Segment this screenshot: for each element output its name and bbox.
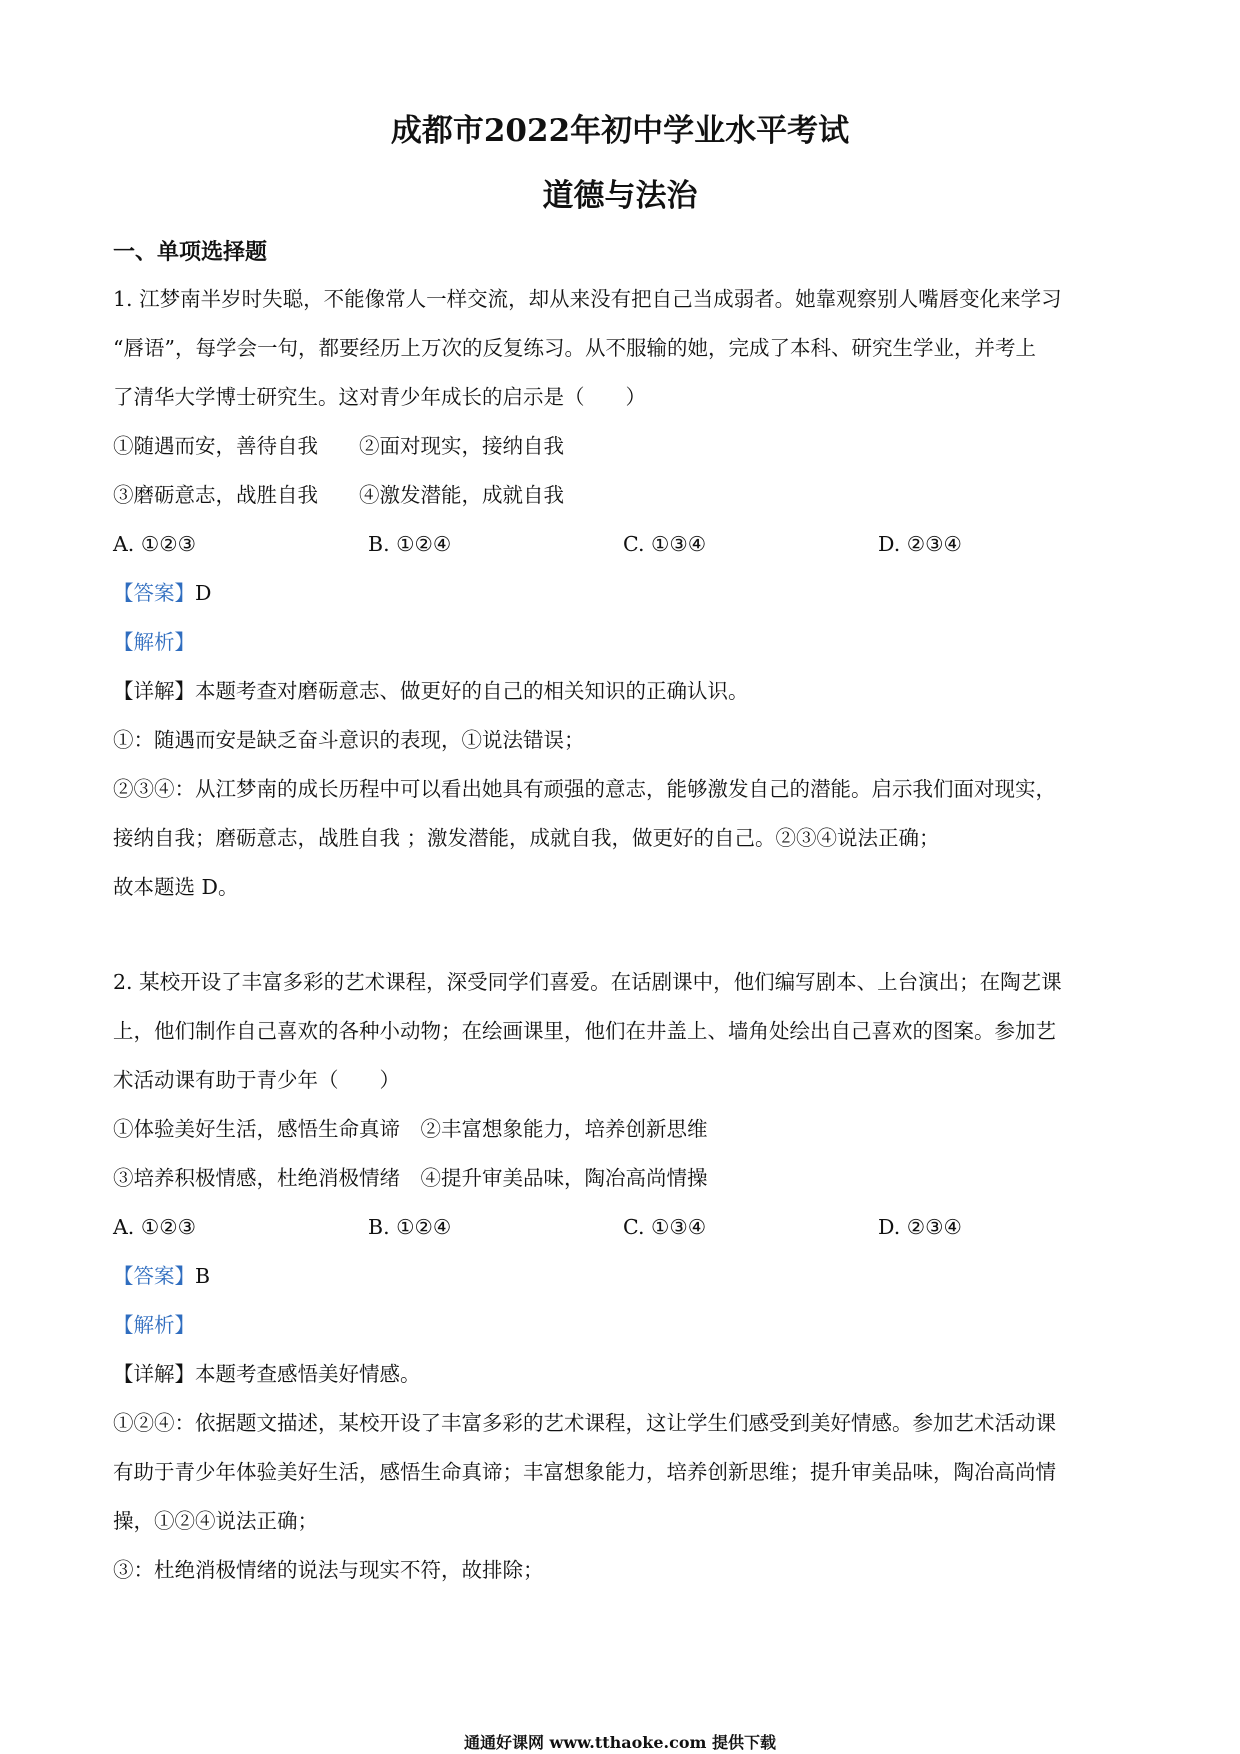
answer-options bbox=[113, 1203, 1133, 1252]
analysis-line bbox=[113, 1301, 1133, 1350]
option-a: A. ①②③ bbox=[113, 1215, 196, 1239]
statement-line: ①随遇而安，善待自我 ②面对现实，接纳自我 bbox=[113, 434, 564, 458]
option-c: C. ①③④ bbox=[623, 1215, 707, 1239]
detail-line bbox=[113, 1350, 1133, 1399]
option-a: A. ①②③ bbox=[113, 532, 196, 556]
detail-tag: 【详解】 bbox=[113, 1362, 195, 1386]
detail-line: ①：随遇而安是缺乏奋斗意识的表现，①说法错误； bbox=[113, 728, 585, 752]
question-stem-line: 了清华大学博士研究生。这对青少年成长的启示是（ ） bbox=[113, 385, 646, 409]
question-1 bbox=[113, 275, 1133, 912]
statement-line: ①体验美好生活，感悟生命真谛 ②丰富想象能力，培养创新思维 bbox=[113, 1117, 708, 1141]
detail-text: 本题考查对磨砺意志、做更好的自己的相关知识的正确认识。 bbox=[195, 679, 749, 703]
detail-tag: 【详解】 bbox=[113, 679, 195, 703]
answer-value: D bbox=[195, 581, 212, 605]
analysis-tag: 【解析】 bbox=[113, 630, 195, 654]
question-stem-line: 2. 某校开设了丰富多彩的艺术课程，深受同学们喜爱。在话剧课中，他们编写剧本、上台演出；在陶艺课 bbox=[113, 970, 1062, 994]
answer-line bbox=[113, 569, 1133, 618]
question-stem-line: 上，他们制作自己喜欢的各种小动物；在绘画课里，他们在井盖上、墙角处绘出自己喜欢的图案。参加艺 bbox=[113, 1019, 1056, 1043]
detail-line: 故本题选 D。 bbox=[113, 875, 239, 899]
answer-value: B bbox=[195, 1264, 211, 1288]
analysis-tag: 【解析】 bbox=[113, 1313, 195, 1337]
detail-line: ②③④：从江梦南的成长历程中可以看出她具有顽强的意志，能够激发自己的潜能。启示我们面对现实， bbox=[113, 777, 1056, 801]
detail-line: ③：杜绝消极情绪的说法与现实不符，故排除； bbox=[113, 1558, 544, 1582]
option-d: D. ②③④ bbox=[878, 1215, 962, 1239]
question-2 bbox=[113, 958, 1133, 1595]
option-c: C. ①③④ bbox=[623, 532, 707, 556]
answer-tag: 【答案】 bbox=[113, 581, 195, 605]
detail-line: 操，①②④说法正确； bbox=[113, 1509, 318, 1533]
option-b: B. ①②④ bbox=[368, 1215, 452, 1239]
answer-options bbox=[113, 520, 1133, 569]
question-stem-line: “唇语”，每学会一句，都要经历上万次的反复练习。从不服输的她，完成了本科、研究生学业，并考上 bbox=[113, 336, 1036, 360]
option-d: D. ②③④ bbox=[878, 532, 962, 556]
section-heading: 一、单项选择题 bbox=[113, 239, 268, 265]
download-footer: 通通好课网 www.tthaoke.com 提供下载 bbox=[463, 1733, 777, 1752]
document-subject: 道德与法治 bbox=[542, 178, 698, 214]
answer-line bbox=[113, 1252, 1133, 1301]
answer-tag: 【答案】 bbox=[113, 1264, 195, 1288]
question-stem-line: 术活动课有助于青少年（ ） bbox=[113, 1068, 400, 1092]
statement-line: ③磨砺意志，战胜自我 ④激发潜能，成就自我 bbox=[113, 483, 564, 507]
question-stem-line: 1. 江梦南半岁时失聪，不能像常人一样交流，却从来没有把自己当成弱者。她靠观察别人嘴唇变化来学习 bbox=[113, 287, 1062, 311]
detail-line: ①②④：依据题文描述，某校开设了丰富多彩的艺术课程，这让学生们感受到美好情感。参加艺术活动课 bbox=[113, 1411, 1056, 1435]
detail-line: 有助于青少年体验美好生活，感悟生命真谛；丰富想象能力，培养创新思维；提升审美品味，陶冶高尚情 bbox=[113, 1460, 1056, 1484]
detail-line bbox=[113, 667, 1133, 716]
analysis-line bbox=[113, 618, 1133, 667]
option-b: B. ①②④ bbox=[368, 532, 452, 556]
document-title: 成都市2022年初中学业水平考试 bbox=[390, 113, 850, 149]
detail-text: 本题考查感悟美好情感。 bbox=[195, 1362, 421, 1386]
statement-line: ③培养积极情感，杜绝消极情绪 ④提升审美品味，陶冶高尚情操 bbox=[113, 1166, 708, 1190]
detail-line: 接纳自我；磨砺意志，战胜自我 ；激发潜能，成就自我，做更好的自己。②③④说法正确； bbox=[113, 826, 940, 850]
